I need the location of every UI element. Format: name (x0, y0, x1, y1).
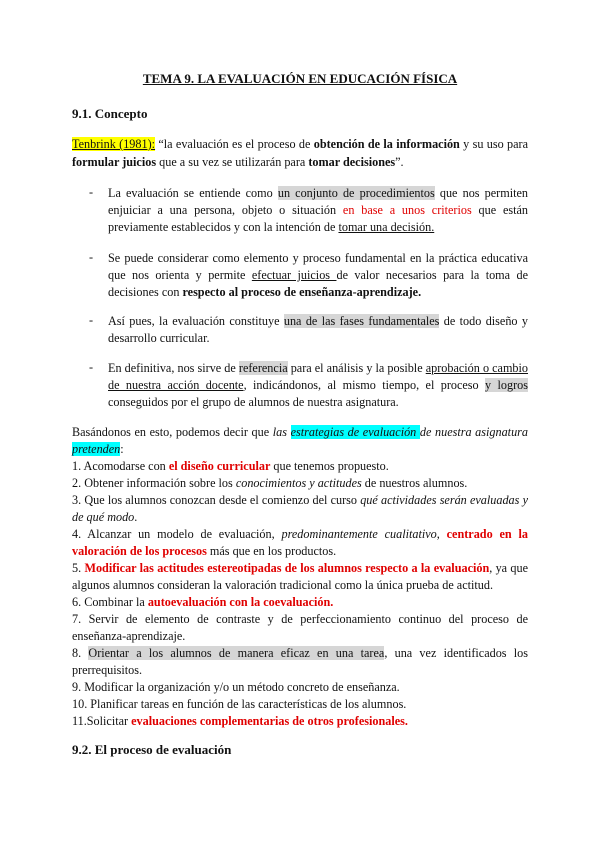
list-item-6: 6. Combinar la autoevaluación con la coevaluación. (72, 595, 334, 609)
list-item-2: 2. Obtener información sobre los conocimientos y actitudes de nuestros alumnos. (72, 476, 468, 490)
page-title: TEMA 9. LA EVALUACIÓN EN EDUCACIÓN FÍSICA (142, 71, 458, 86)
author-citation: Tenbrink (1981): (72, 137, 156, 151)
list-item-7: 7. Servir de elemento de contraste y de perfeccionamiento continuo del proceso de (72, 612, 528, 626)
intro-line-2: formular juicios que a su vez se utilizarán para tomar decisiones”. (72, 155, 404, 169)
list-item-5-cont: algunos alumnos consideran la valoración tradicional como la única prueba de actitud. (72, 578, 493, 592)
intro-line-1: Tenbrink (1981): “la evaluación es el proceso de obtención de la información y su uso para (72, 137, 529, 151)
list-item-1: 1. Acomodarse con el diseño curricular que tenemos propuesto. (72, 459, 389, 473)
list-item-3-cont: de qué modo. (72, 510, 138, 524)
bullet-dash: - (89, 360, 94, 374)
list-item-9: 9. Modificar la organización y/o un método concreto de enseñanza. (72, 680, 400, 694)
section-heading-proceso: 9.2. El proceso de evaluación (72, 742, 232, 757)
bullet-2: Se puede considerar como elemento y proceso fundamental en la práctica educativa que nos orienta y permite efectuar juicios de valor necesarios para la toma de decisiones con respecto al proceso de enseñanza-aprendizaje. (108, 251, 529, 299)
bullet-4: En definitiva, nos sirve de referencia para el análisis y la posible aprobación o cambio de nuestra acción docente, indicándonos, al mismo tiempo, el proceso y logros conseguidos por el grupo de alumnos de nuestra asignatura. (108, 361, 529, 409)
bullet-dash: - (89, 250, 94, 264)
list-item-10: 10. Planificar tareas en función de las características de los alumnos. (72, 697, 407, 711)
based-line-2: pretenden: (72, 442, 124, 456)
bullet-1: La evaluación se entiende como un conjunto de procedimientos que nos permiten enjuiciar a una persona, objeto o situación en base a unos criterios que están previamente establecidos y con la intención de tomar una decisión. (108, 186, 528, 234)
section-heading-concepto: 9.1. Concepto (72, 106, 148, 121)
list-item-7-cont: enseñanza-aprendizaje. (72, 629, 186, 643)
list-item-8: 8. Orientar a los alumnos de manera eficaz en una tarea, una vez identificados los (72, 646, 529, 660)
bullet-dash: - (89, 313, 94, 327)
based-line-1: Basándonos en esto, podemos decir que las estrategias de evaluación de nuestra asignatura (72, 425, 529, 439)
list-item-4: 4. Alcanzar un modelo de evaluación, predominantemente cualitativo, centrado en la (72, 527, 528, 541)
list-item-3: 3. Que los alumnos conozcan desde el comienzo del curso qué actividades serán evaluadas y (72, 493, 528, 507)
list-item-5: 5. Modificar las actitudes estereotipadas de los alumnos respecto a la evaluación, ya que (72, 561, 528, 575)
list-item-8-cont: prerrequisitos. (72, 663, 143, 677)
bullet-3: Así pues, la evaluación constituye una de las fases fundamentales de todo diseño y desarrollo curricular. (108, 314, 528, 345)
list-item-11: 11.Solicitar evaluaciones complementarias de otros profesionales. (72, 714, 408, 728)
bullet-dash: - (89, 185, 94, 199)
list-item-4-cont: valoración de los procesos más que en los productos. (72, 544, 337, 558)
